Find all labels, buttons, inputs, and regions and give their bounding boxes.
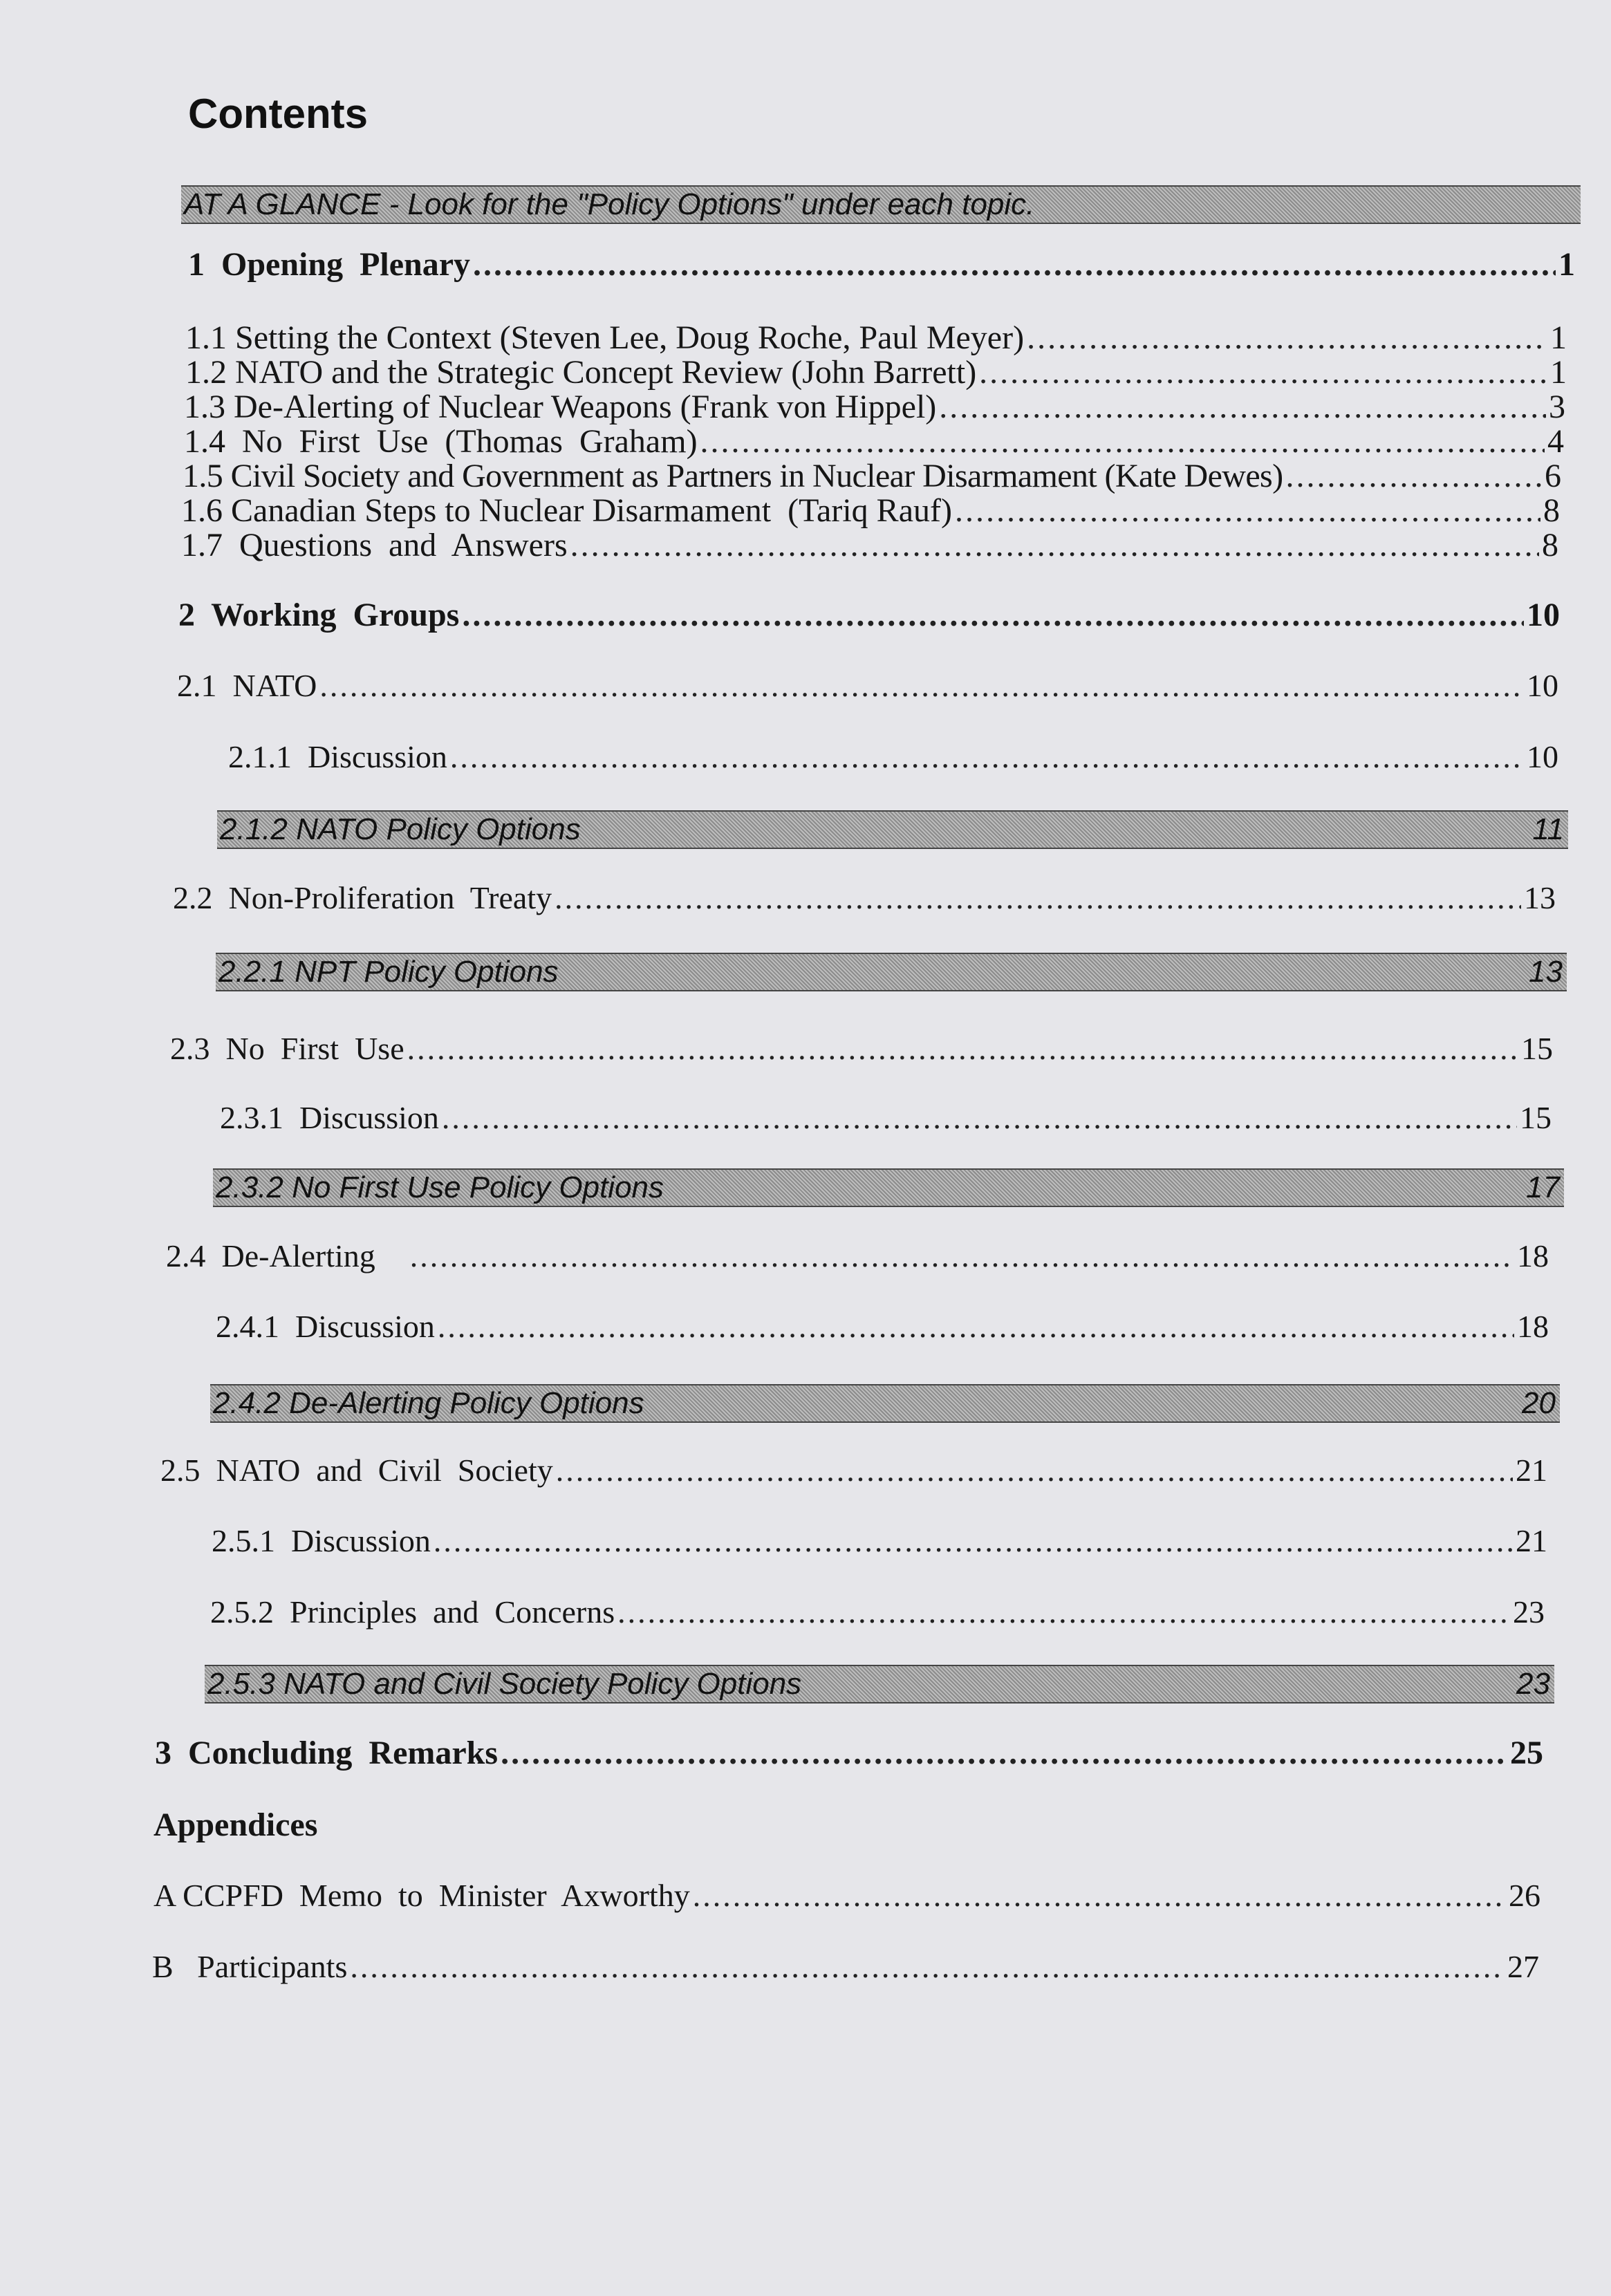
toc-leader xyxy=(434,1522,1513,1559)
toc-label: 2.4 De-Alerting xyxy=(166,1238,375,1273)
toc-entry-2-5-1[interactable] xyxy=(212,1522,1547,1559)
toc-page-number: 3 xyxy=(1549,389,1565,425)
toc-entry-2-1[interactable] xyxy=(177,667,1558,704)
toc-page-number: 8 xyxy=(1543,492,1560,529)
toc-page-number: 21 xyxy=(1516,1453,1547,1488)
toc-page-number: 18 xyxy=(1517,1238,1549,1273)
toc-label: Appendices xyxy=(153,1807,318,1843)
toc-page-number: 15 xyxy=(1520,1100,1552,1135)
toc-label: 1.3 De-Alerting of Nuclear Weapons (Frank von Hippel) xyxy=(184,389,937,425)
toc-label: 1.1 Setting the Context (Steven Lee, Doug Roche, Paul Meyer) xyxy=(185,319,1025,356)
appendices-heading xyxy=(153,1806,317,1844)
toc-leader xyxy=(693,1877,1506,1914)
toc-page-number: 23 xyxy=(1513,1594,1545,1630)
toc-leader xyxy=(617,1594,1510,1630)
toc-label: 1.2 NATO and the Strategic Concept Review (John Barrett) xyxy=(185,354,977,391)
toc-label: A CCPFD Memo to Minister Axworthy xyxy=(153,1878,690,1913)
policy-options-bar-nato-civil-society[interactable] xyxy=(205,1665,1554,1704)
toc-leader xyxy=(462,596,1524,634)
toc-page-number: 8 xyxy=(1542,527,1558,563)
toc-label: 2.4.1 Discussion xyxy=(216,1309,435,1344)
toc-entry-2-1-1[interactable] xyxy=(228,738,1558,775)
toc-leader xyxy=(570,529,1539,562)
at-a-glance-banner xyxy=(181,185,1581,224)
toc-page-number: 1 xyxy=(1550,354,1567,391)
toc-entry-1[interactable] xyxy=(188,245,1575,283)
toc-label: B Participants xyxy=(152,1949,348,1984)
toc-label: 1 Opening Plenary xyxy=(188,246,471,283)
policy-options-bar-de-alerting[interactable] xyxy=(210,1384,1560,1423)
toc-label: 2.5.2 Principles and Concerns xyxy=(210,1594,615,1630)
toc-label: 1.4 No First Use (Thomas Graham) xyxy=(184,423,698,460)
toc-entry-1-6[interactable] xyxy=(181,494,1560,528)
toc-entry-1-1[interactable] xyxy=(185,321,1567,355)
toc-entry-2-5-2[interactable] xyxy=(210,1594,1545,1630)
toc-leader xyxy=(1027,321,1547,355)
toc-page-number: 10 xyxy=(1527,739,1558,774)
toc-page-number: 13 xyxy=(1524,880,1556,915)
toc-label: 1.7 Questions and Answers xyxy=(181,527,568,563)
toc-leader xyxy=(350,1948,1505,1985)
toc-leader xyxy=(979,356,1547,389)
toc-leader xyxy=(473,245,1556,283)
toc-entry-appendix-b[interactable] xyxy=(152,1948,1539,1985)
toc-entry-1-7[interactable] xyxy=(181,529,1558,562)
toc-label: 2.3.1 Discussion xyxy=(220,1100,439,1135)
policy-options-label: 2.4.2 De-Alerting Policy Options xyxy=(213,1386,644,1420)
toc-entry-2-4[interactable] xyxy=(166,1238,1549,1274)
toc-leader xyxy=(1286,460,1542,493)
toc-label: 1.5 Civil Society and Government as Partners in Nuclear Disarmament (Kate Dewes) xyxy=(183,458,1283,494)
toc-entry-2-4-1[interactable] xyxy=(216,1308,1549,1345)
toc-entry-1-3[interactable] xyxy=(184,391,1565,424)
toc-label: 1.6 Canadian Steps to Nuclear Disarmament (Tariq Rauf) xyxy=(181,492,952,529)
toc-label: 2.3 No First Use xyxy=(170,1031,404,1066)
policy-options-page: 23 xyxy=(1516,1667,1550,1701)
policy-options-page: 11 xyxy=(1532,812,1564,846)
toc-entry-1-2[interactable] xyxy=(185,356,1567,389)
policy-options-label: 2.2.1 NPT Policy Options xyxy=(218,955,559,989)
toc-leader xyxy=(410,1238,1514,1274)
toc-page-number: 10 xyxy=(1527,597,1560,633)
toc-leader xyxy=(939,391,1546,424)
toc-entry-3[interactable] xyxy=(155,1734,1543,1772)
toc-leader xyxy=(407,1030,1518,1067)
toc-leader xyxy=(955,494,1540,528)
toc-page-number: 4 xyxy=(1547,423,1564,460)
toc-label: 3 Concluding Remarks xyxy=(155,1735,499,1771)
toc-label: 2.5.1 Discussion xyxy=(212,1523,431,1558)
policy-options-page: 13 xyxy=(1529,955,1563,989)
toc-entry-appendix-a[interactable] xyxy=(153,1877,1540,1914)
toc-leader xyxy=(442,1099,1517,1136)
banner-text: AT A GLANCE - Look for the "Policy Options" under each topic. xyxy=(184,187,1035,221)
toc-entry-2-3-1[interactable] xyxy=(220,1099,1552,1136)
page-title: Contents xyxy=(188,91,368,137)
toc-page-number: 1 xyxy=(1550,319,1567,356)
toc-label: 2 Working Groups xyxy=(178,597,460,633)
toc-leader xyxy=(501,1734,1507,1772)
toc-entry-2-3[interactable] xyxy=(170,1030,1553,1067)
toc-leader xyxy=(556,1452,1513,1488)
toc-leader xyxy=(319,667,1524,704)
toc-entry-1-5[interactable] xyxy=(183,460,1561,493)
toc-label: 2.2 Non-Proliferation Treaty xyxy=(173,880,552,915)
toc-leader xyxy=(700,425,1545,458)
policy-options-page: 17 xyxy=(1526,1170,1560,1204)
toc-entry-2-2[interactable] xyxy=(173,879,1556,916)
toc-page-number: 27 xyxy=(1507,1949,1539,1984)
policy-options-bar-nato[interactable] xyxy=(217,810,1568,849)
toc-page-number: 21 xyxy=(1516,1523,1547,1558)
toc-leader xyxy=(438,1308,1514,1345)
toc-entry-2[interactable] xyxy=(178,596,1560,634)
toc-entry-1-4[interactable] xyxy=(184,425,1564,458)
toc-label: 2.1 NATO xyxy=(177,668,317,703)
toc-label: 2.1.1 Discussion xyxy=(228,739,447,774)
policy-options-page: 20 xyxy=(1522,1386,1556,1420)
toc-page-number: 15 xyxy=(1521,1031,1553,1066)
toc-page-number: 10 xyxy=(1527,668,1558,703)
toc-page-number: 26 xyxy=(1509,1878,1540,1913)
policy-options-bar-npt[interactable] xyxy=(216,953,1567,991)
toc-leader xyxy=(450,738,1524,775)
toc-page-number: 1 xyxy=(1558,246,1575,283)
policy-options-label: 2.1.2 NATO Policy Options xyxy=(220,812,581,846)
toc-page-number: 6 xyxy=(1545,458,1561,494)
policy-options-label: 2.3.2 No First Use Policy Options xyxy=(216,1170,664,1204)
toc-page-number: 25 xyxy=(1510,1735,1543,1771)
toc-page-number: 18 xyxy=(1517,1309,1549,1344)
toc-entry-2-5[interactable] xyxy=(160,1452,1547,1488)
toc-label: 2.5 NATO and Civil Society xyxy=(160,1453,553,1488)
policy-options-bar-no-first-use[interactable] xyxy=(213,1168,1564,1207)
policy-options-label: 2.5.3 NATO and Civil Society Policy Options xyxy=(207,1667,802,1701)
toc-leader xyxy=(555,879,1521,916)
